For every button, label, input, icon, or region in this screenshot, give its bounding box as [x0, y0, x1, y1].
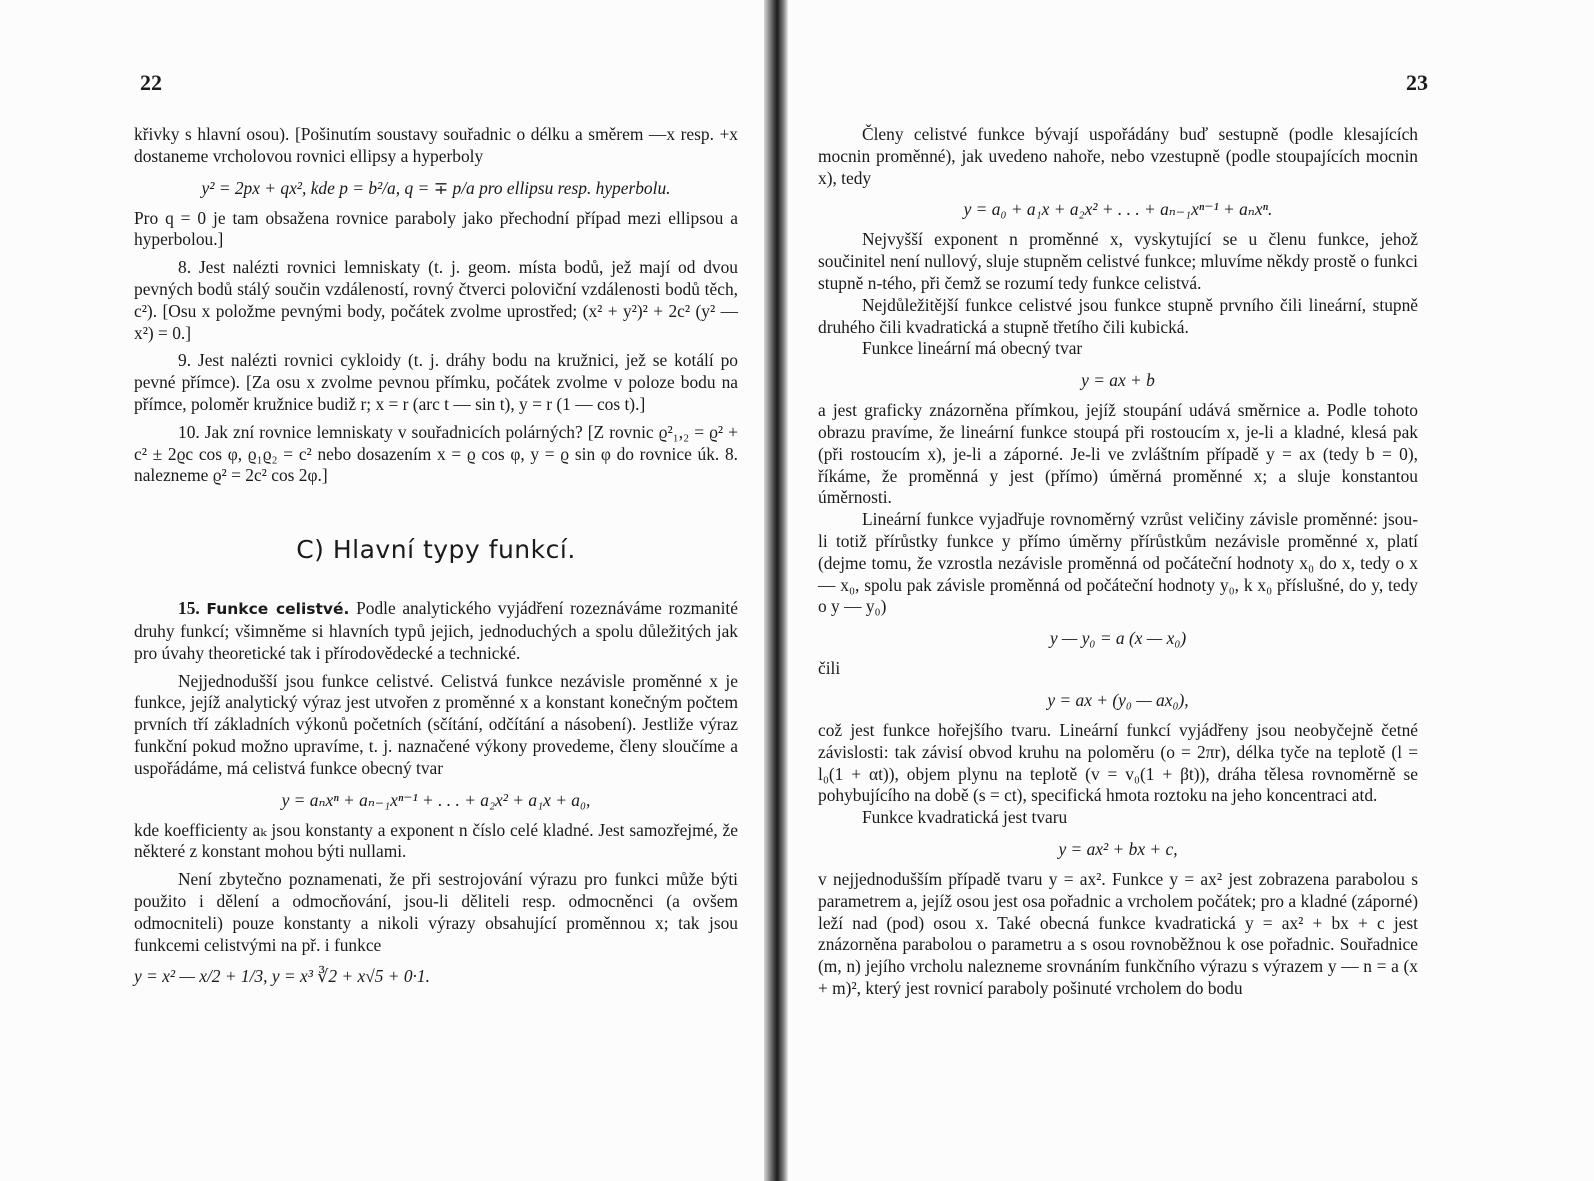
equation: y = a₀ + a₁x + a₂x² + . . . + aₙ₋₁xⁿ⁻¹ + aₙxⁿ. [963, 199, 1273, 220]
paragraph: což jest funkce hořejšího tvaru. Lineární funkcí vyjádřeny jsou neobyčejně četné závislosti: tak závisí obvod kruhu na poloměru (o = 2πr), délka tyče na teplotě (l = l₀(1 + αt)), objem plynu na teplotě (v = v₀(1 + βt)), dráha tělesa rovnoměrně se pohybujícího na době (s = ct), specifická hmota roztoku na jeho koncentraci atd. [818, 719, 1418, 806]
section-number: 15. [178, 598, 200, 619]
paragraph: Pro q = 0 je tam obsažena rovnice paraboly jako přechodní případ mezi ellipsou a hyperbolou.] [134, 207, 738, 250]
paragraph: Funkce lineární má obecný tvar [862, 338, 1083, 359]
paragraph: a jest graficky znázorněna přímkou, jejíž stoupání udává směrnice a. Podle tohoto obrazu pravíme, že lineární funkce stoupá při rostoucím x, je-li a kladné, klesá pak (při rostoucím x), je-li a záporné. Je-li ve zvláštním případě y = ax (tedy b = 0), říkáme, že proměnná y jest (přímo) úměrná proměnné x; a sluje konstantou úměrnosti. [818, 400, 1418, 508]
right-page [788, 0, 1594, 1181]
right-text-column [818, 124, 1418, 1000]
equation: y = ax + (y₀ — ax₀), [1047, 689, 1189, 710]
paragraph: Není zbytečno poznamenati, že při sestrojování výrazu pro funkci může býti použito i dělení a odmocňování, jsou-li děliteli resp. odmocněnci (a ovšem odmocniteli) pouze konstanty a nikoli výrazy obsahující proměnnou x; tak jsou funkcemi celistvými na př. i funkce [134, 869, 738, 955]
equation: y = ax² + bx + c, [1058, 838, 1178, 859]
equation: y² = 2px + qx², kde p = b²/a, q = ∓ p/a pro ellipsu resp. hyperbolu. [201, 177, 671, 198]
paragraph: v nejjednodušším případě tvaru y = ax². Funkce y = ax² jest zobrazena parabolou s parametrem a, jejíž osou jest osa pořadnic a vrcholem počátek; pro a kladné (záporné) leží nad (pod) osou x. Také obecná funkce kvadratická y = ax² + bx + c jest znázorněna parabolou o parametru a s osou rovnoběžnou k ose pořadnic. Souřadnice (m, n) jejího vrcholu nalezneme srovnáním funkčního výrazu s výrazem y — n = a (x + m)², který jest rovnicí paraboly pošinuté vrcholem do bodu [818, 868, 1418, 998]
exercise-8: 8. Jest nalézti rovnici lemniskaty (t. j. geom. místa bodů, jež mají od dvou pevných bodů stálý součin vzdáleností, rovný čtverci poloviční vzdálenosti bodů těch, c²). [Osu x položme pevnými body, počátek zvolme uprostřed; (x² + y²)² + 2c² (y² — x²) = 0.] [134, 257, 738, 343]
paragraph: Nejdůležitější funkce celistvé jsou funkce stupně prvního čili lineární, stupně druhého čili kvadratická a stupně třetího čili kubická. [818, 294, 1418, 337]
equation: y = x² — x/2 + 1/3, y = x³ ∛2 + x√5 + 0·1. [134, 966, 430, 987]
exercise-10: 10. Jak zní rovnice lemniskaty v souřadnicích polárných? [Z rovnic ϱ²₁,₂ = ϱ² + c² ± 2ϱc cos φ, ϱ₁ϱ₂ = c² nebo dosazením x = ϱ cos φ, y = ϱ sin φ do rovnice úk. 8. nalezneme ϱ² = 2c² cos 2φ.] [134, 421, 738, 486]
section-title: Funkce celistvé. [206, 600, 350, 619]
paragraph-text: Podle analytického vyjádření rozeznáváme rozmanité druhy funkcí; všimněme si hlavních typů jejich, jednoduchých a spolu důležitých jak pro úvahy theoretické tak i přírodovědecké a technické. [134, 598, 738, 663]
equation: y — y₀ = a (x — x₀) [1049, 628, 1187, 649]
paragraph: Členy celistvé funkce bývají uspořádány buď sestupně (podle klesajících mocnin proměnné), jak uvedeno nahoře, nebo vzestupně (podle stoupajících mocnin x), tedy [818, 124, 1418, 188]
left-page [0, 0, 764, 1181]
book-gutter [764, 0, 788, 1181]
paragraph: Nejjednodušší jsou funkce celistvé. Celistvá funkce nezávisle proměnné x je funkce, jejíž analytický výraz jest utvořen z proměnné x a konstant konečným počtem prvních tří základních výkonů početních (sčítání, odčítání a násobení). Jestliže výraz funkční pokud možno upravíme, t. j. naznačené výkony provedeme, členy sloučíme a uspořádáme, má celistvá funkce obecný tvar [134, 670, 738, 778]
connector-word: čili [818, 658, 841, 679]
page-number-right: 23 [1406, 70, 1428, 95]
left-text-column [134, 124, 738, 996]
paragraph: Funkce kvadratická jest tvaru [862, 807, 1068, 828]
paragraph-section-15 [134, 598, 738, 664]
paragraph: křivky s hlavní osou). [Pošinutím soustavy souřadnic o délku a směrem —x resp. +x dostaneme vrcholovou rovnici ellipsy a hyperboly [134, 124, 738, 166]
paragraph: Nejvyšší exponent n proměnné x, vyskytující se u členu funkce, jehož součinitel není nullový, sluje stupněm celistvé funkce; mluvíme někdy prostě o funkci stupně n-tého, při čemž se rozumí tedy funkce celistvá. [818, 229, 1418, 293]
section-heading: C) Hlavní typy funkcí. [296, 535, 576, 565]
exercise-9: 9. Jest nalézti rovnici cykloidy (t. j. dráhy bodu na kružnici, jež se kotálí po pevné přímce). [Za osu x zvolme pevnou přímku, počátek zvolme v poloze bodu na přímce, poloměr kružnice budiž r; x = r (arc t — sin t), y = r (1 — cos t).] [134, 350, 738, 414]
equation: y = ax + b [1081, 370, 1155, 391]
paragraph: kde koefficienty aₖ jsou konstanty a exponent n číslo celé kladné. Jest samozřejmé, že některé z konstant mohou býti nullami. [134, 819, 738, 862]
page-number-left: 22 [140, 70, 162, 95]
equation: y = aₙxⁿ + aₙ₋₁xⁿ⁻¹ + . . . + a₂x² + a₁x + a₀, [281, 789, 591, 810]
paragraph: Lineární funkce vyjadřuje rovnoměrný vzrůst veličiny závisle proměnné: jsou-li totiž přírůstky funkce y přímo úměrny přírůstkům nezávisle proměnné x, platí (dejme tomu, že vzrostla nezávisle proměnná od počáteční hodnoty x₀ do x, tedy o x — x₀, spolu pak závisle proměnná od počáteční hodnoty y₀, k x₀ příslušné, do y, tedy o y — y₀) [818, 509, 1418, 617]
